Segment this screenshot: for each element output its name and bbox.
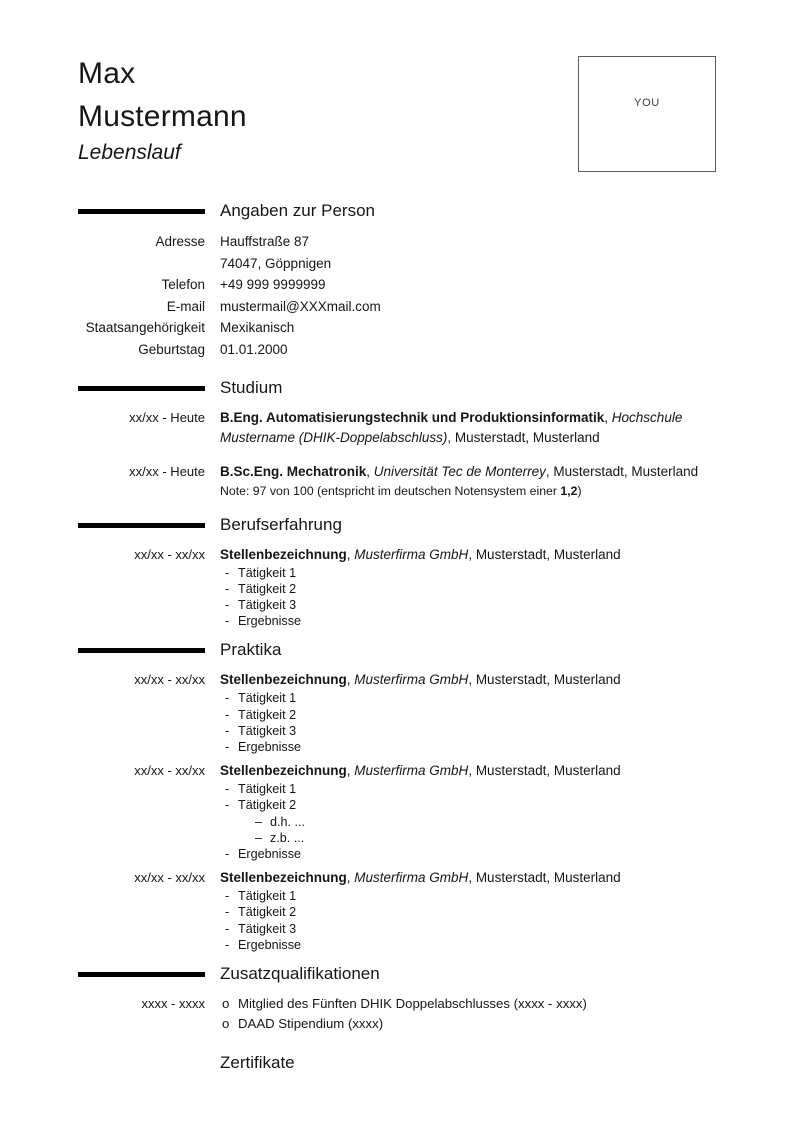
entry-title: B.Eng. Automatisierungstechnik und Produktionsinformatik, Hochschule Mustername (DHIK-Doppelabschluss), Musterstadt, Musterland [220, 409, 683, 445]
person-row-staatsangehoerigkeit [78, 317, 716, 339]
document-subtitle: Lebenslauf [78, 141, 181, 164]
entry-title: Stellenbezeichnung, Musterfirma GmbH, Musterstadt, Musterland [220, 763, 621, 779]
entry-title: Stellenbezeichnung, Musterfirma GmbH, Musterstadt, Musterland [220, 672, 621, 688]
dash-marker: - [225, 739, 230, 754]
bullet-item: - Tätigkeit 1 [225, 565, 297, 580]
person-row-geburtstag [78, 339, 716, 361]
dash-marker: - [225, 921, 230, 936]
date-range: xx/xx - xx/xx [134, 763, 205, 779]
dash-marker: – [255, 830, 263, 845]
circle-marker: o [222, 996, 230, 1012]
bullet-item: - Tätigkeit 3 [225, 921, 297, 936]
circle-marker: o [222, 1016, 230, 1032]
field-label: Adresse [155, 234, 205, 249]
sub-bullet-item: – d.h. ... [255, 814, 306, 829]
qualification-entry [78, 994, 716, 1034]
dash-marker: - [225, 782, 230, 797]
bullet-item: - Tätigkeit 2 [225, 707, 297, 722]
section-title-zusatzqualifikationen: Zusatzqualifikationen [220, 964, 380, 984]
dash-marker: - [225, 905, 230, 920]
field-value: Hauffstraße 87 [220, 234, 310, 249]
bullet-item: - Ergebnisse [225, 739, 302, 754]
internship-entry [78, 670, 716, 755]
dash-marker: - [225, 798, 230, 813]
section-title-person: Angaben zur Person [220, 201, 375, 220]
bullet-item: - Tätigkeit 2 [225, 905, 297, 920]
bullet-item: - Ergebnisse [225, 614, 302, 629]
dash-marker: – [255, 814, 263, 829]
qualification-item: o Mitglied des Fünften DHIK Doppelabschlusses (xxxx - xxxx) [220, 994, 716, 1014]
section-rule [78, 972, 205, 977]
section-title-zertifikate: Zertifikate [220, 1053, 295, 1073]
dash-marker: - [225, 565, 230, 580]
grade-note: Note: 97 von 100 (entspricht im deutschen Notensystem einer 1,2) [220, 483, 582, 498]
studium-entry [78, 408, 716, 448]
person-row-adresse [78, 231, 716, 274]
job-entry [78, 545, 716, 630]
section-studium [78, 375, 716, 500]
section-title-berufserfahrung: Berufserfahrung [220, 514, 342, 534]
field-value: +49 999 9999999 [220, 277, 326, 293]
bullet-item: - Tätigkeit 2 [225, 798, 297, 813]
field-value: mustermail@XXXmail.com [220, 298, 381, 314]
bullet-item: - Tätigkeit 3 [225, 723, 297, 738]
date-range: xxxx - xxxx [141, 996, 205, 1012]
section-title-studium: Studium [220, 377, 283, 397]
field-label: E-mail [166, 298, 205, 314]
bullet-item: - Tätigkeit 2 [225, 581, 297, 596]
internship-entry [78, 761, 716, 862]
dash-marker: - [225, 614, 230, 629]
section-rule [78, 386, 205, 391]
section-berufserfahrung [78, 512, 716, 630]
dash-marker: - [225, 691, 230, 706]
studium-entry [78, 462, 716, 500]
entry-title: Stellenbezeichnung, Musterfirma GmbH, Musterstadt, Musterland [220, 546, 621, 562]
section-zusatzqualifikationen [78, 961, 716, 1034]
dash-marker: - [225, 847, 230, 861]
bullet-item: - Tätigkeit 1 [225, 889, 297, 904]
bullet-item: - Tätigkeit 3 [225, 597, 297, 612]
section-praktika [78, 637, 716, 953]
photo-placeholder-label: YOU [634, 97, 660, 109]
section-rule [78, 209, 205, 214]
field-label: Geburtstag [138, 341, 205, 357]
last-name: Mustermann [78, 100, 247, 133]
entry-title: Stellenbezeichnung, Musterfirma GmbH, Musterstadt, Musterland [220, 870, 621, 886]
field-value: Mexikanisch [220, 320, 295, 336]
field-label: Staatsangehörigkeit [85, 320, 205, 336]
date-range: xx/xx - xx/xx [134, 870, 205, 886]
person-row-telefon [78, 274, 716, 296]
field-label: Telefon [161, 277, 205, 293]
dash-marker: - [225, 889, 230, 904]
first-name: Max [78, 57, 136, 90]
section-rule [78, 523, 205, 528]
person-row-email [78, 296, 716, 318]
field-value: 01.01.2000 [220, 341, 288, 357]
sub-bullet-item: – z.b. ... [255, 830, 305, 845]
qualification-item: o DAAD Stipendium (xxxx) [220, 1014, 716, 1034]
dash-marker: - [225, 937, 230, 952]
section-rule [78, 648, 205, 653]
bullet-item: - Tätigkeit 1 [225, 691, 297, 706]
entry-title: B.Sc.Eng. Mechatronik, Universität Tec de Monterrey, Musterstadt, Musterland [220, 463, 699, 479]
section-title-praktika: Praktika [220, 640, 282, 660]
date-range: xx/xx - Heute [129, 409, 205, 425]
internship-entry [78, 868, 716, 953]
section-zertifikate [78, 1050, 716, 1075]
dash-marker: - [225, 723, 230, 738]
bullet-item: - Ergebnisse [225, 937, 302, 952]
date-range: xx/xx - xx/xx [134, 672, 205, 688]
section-person [78, 198, 716, 361]
bullet-item: - Ergebnisse [225, 847, 302, 861]
field-value: 74047, Göppnigen [220, 255, 332, 271]
photo-placeholder-box [578, 56, 716, 172]
dash-marker: - [225, 707, 230, 722]
dash-marker: - [225, 581, 230, 596]
bullet-item: - Tätigkeit 1 [225, 782, 297, 797]
date-range: xx/xx - Heute [129, 463, 205, 479]
date-range: xx/xx - xx/xx [134, 546, 205, 562]
dash-marker: - [225, 597, 230, 612]
